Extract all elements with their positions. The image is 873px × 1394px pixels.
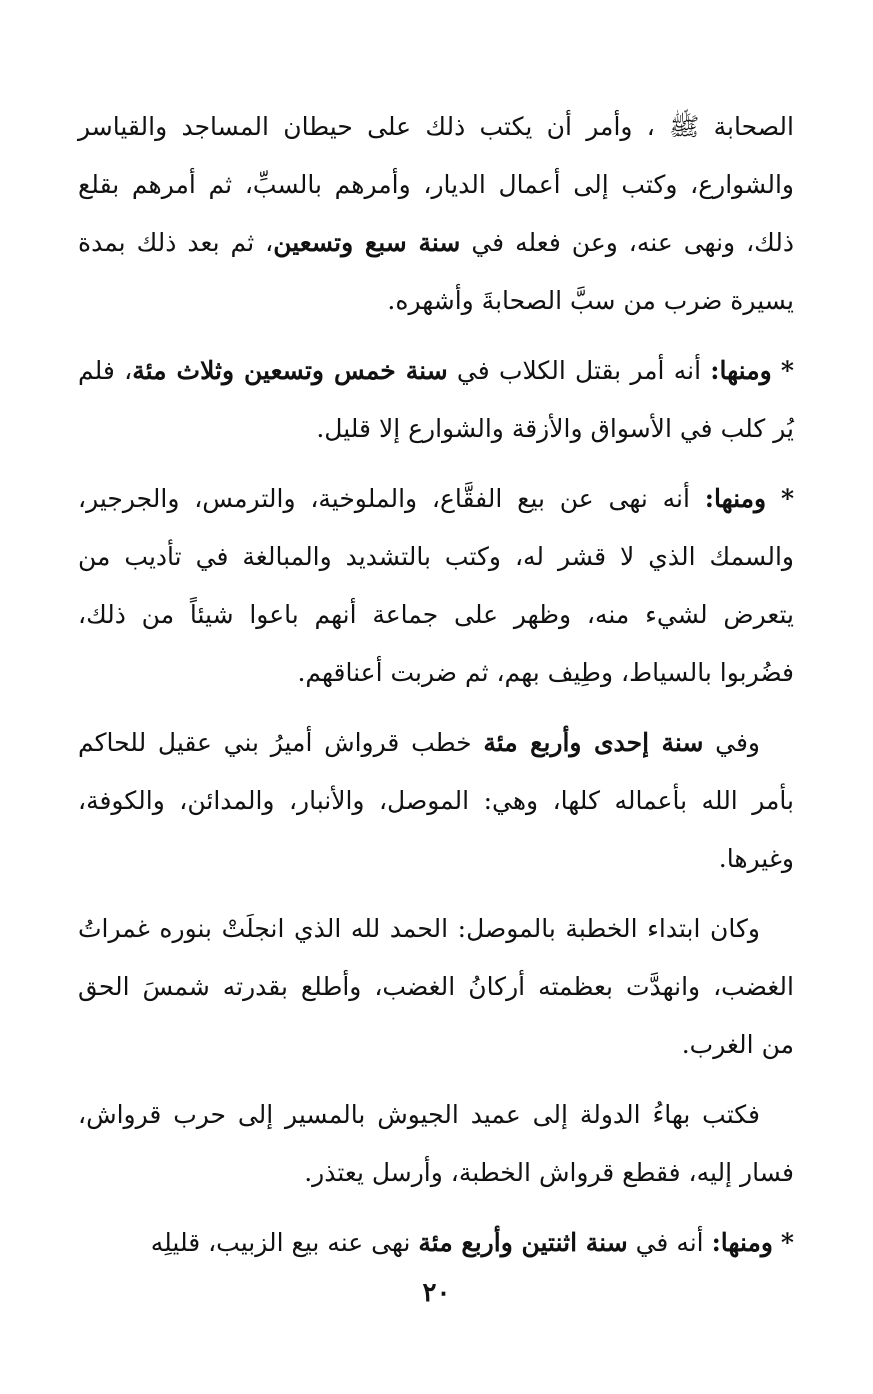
p4-year-bold: سنة إحدى وأربع مئة [483, 728, 704, 757]
p3-lead: ومنها: [704, 484, 767, 513]
p6-text-1: فكتب بهاءُ الدولة إلى عميد الجيوش بالمسير إلى حرب قرواش، فسار إليه، فقطع قرواش الخطبة، وأرسل يعتذر. [78, 1100, 794, 1187]
p5-text-1: وكان ابتداء الخطبة بالموصل: الحمد لله الذي انجلَتْ بنوره غمراتُ الغضب، وانهدَّت بعظمته أركانُ الغضب، وأطلع بقدرته شمسَ الحق من الغرب. [78, 914, 794, 1059]
p4-text-2: خطب قرواش أميرُ بني عقيل للحاكم بأمر الله بأعماله كلها، وهي: الموصل، والأنبار، والمدائن، والكوفة، وغيرها. [78, 728, 794, 873]
asterisk-bullet: * [780, 1228, 794, 1257]
paragraph-6 [78, 1086, 794, 1202]
paragraph-2 [78, 342, 794, 458]
p7-lead: ومنها: [711, 1228, 773, 1257]
p2-lead: ومنها: [710, 356, 772, 385]
p7-text-1: أنه في [627, 1228, 712, 1257]
page-number: ٢٠ [422, 1278, 451, 1308]
p2-text-1: أنه أمر بقتل الكلاب في [447, 356, 711, 385]
asterisk-bullet: * [780, 484, 795, 513]
p7-text-2: نهى عنه بيع الزبيب، قليلِه [150, 1228, 419, 1257]
p1-year-bold: سنة سبع وتسعين [273, 228, 461, 257]
p1-text-2: ، ثم بعد ذلك بمدة يسيرة ضرب من سبَّ الصحابةَ وأشهره. [78, 228, 794, 315]
p2-year-bold: سنة خمس وتسعين وثلاث مئة [132, 356, 448, 385]
p2-text-2: ، فلم يُر كلب في الأسواق والأزقة والشوارع إلا قليل. [78, 356, 794, 443]
paragraph-7 [78, 1214, 794, 1272]
paragraph-5 [78, 900, 794, 1074]
p4-text-1: وفي [703, 728, 760, 757]
p7-year-bold: سنة اثنتين وأربع مئة [418, 1228, 628, 1257]
paragraph-1 [78, 98, 794, 330]
paragraph-3 [78, 470, 794, 702]
paragraph-4 [78, 714, 794, 888]
page-body-text [78, 98, 794, 1284]
p3-text-1: أنه نهى عن بيع الفقَّاع، والملوخية، والترمس، والجرجير، والسمك الذي لا قشر له، وكتب بالتشديد والمبالغة في تأديب من يتعرض لشيء منه، وظهر على جماعة أنهم باعوا شيئاً من ذلك، فضُربوا بالسياط، وطِيف بهم، ثم ضربت أعناقهم. [78, 484, 794, 687]
p1-text-1: الصحابة ﷺ ، وأمر أن يكتب ذلك على حيطان المساجد والقياسر والشوارع، وكتب إلى أعمال الديار، وأمرهم بالسبِّ، ثم أمرهم بقلع ذلك، ونهى عنه، وعن فعله في [78, 112, 794, 257]
asterisk-bullet: * [780, 356, 794, 385]
